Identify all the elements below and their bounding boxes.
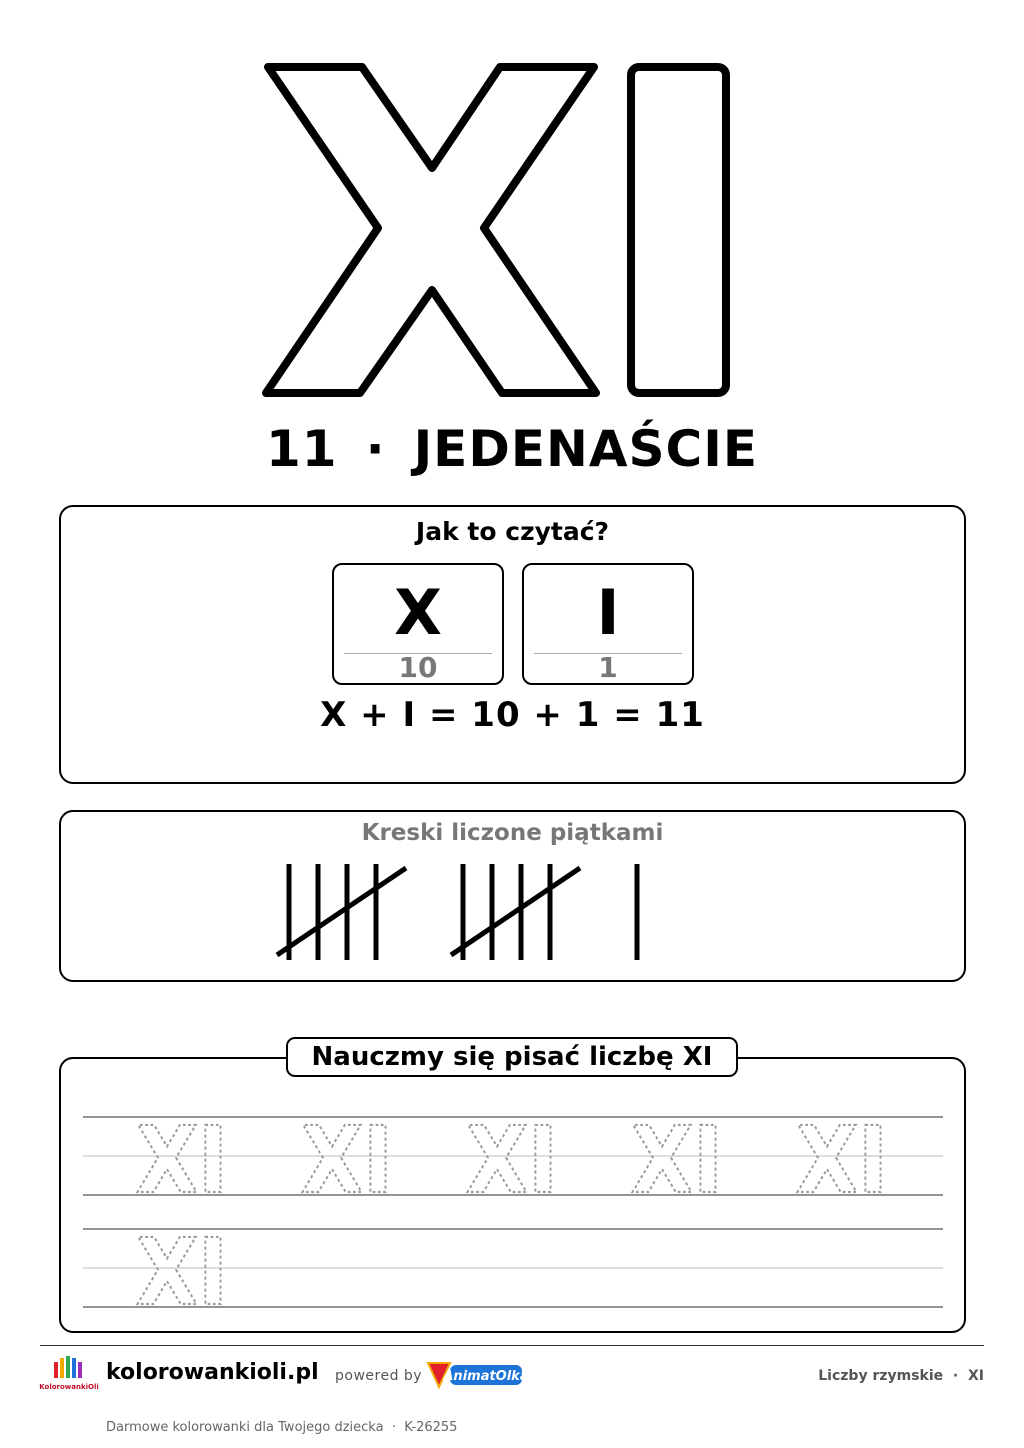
reading-equation: X + I = 10 + 1 = 11	[320, 695, 705, 735]
powered-by-label: powered by	[335, 1368, 423, 1384]
category-label: Liczby rzymskie	[818, 1368, 944, 1384]
tracing-numeral: XI	[136, 1107, 228, 1214]
tally-cross-stroke	[277, 868, 406, 955]
writing-practice-title: Nauczmy się pisać liczbę XI	[286, 1037, 738, 1077]
number-word: JEDENAŚCIE	[413, 420, 759, 478]
footer-category	[760, 1368, 984, 1384]
number-title	[0, 420, 1024, 478]
tally-marks	[61, 812, 964, 980]
numeral-letter-i	[631, 67, 726, 393]
tagline-separator: ·	[391, 1420, 396, 1435]
card-value: 1	[598, 651, 618, 684]
brand-name: AnimatOlka	[443, 1369, 529, 1384]
symbol-card-x	[332, 563, 504, 685]
writing-practice-panel	[59, 1057, 966, 1333]
card-symbol: I	[596, 576, 620, 649]
number-digits: 11	[265, 420, 338, 478]
crayons-icon	[54, 1356, 82, 1378]
tracing-numeral: XI	[796, 1107, 888, 1214]
kolorowankioli-logo	[39, 1354, 99, 1396]
tracing-numeral: XI	[631, 1107, 723, 1214]
page-code: K-26255	[404, 1420, 458, 1435]
tally-panel	[59, 810, 966, 982]
category-separator: ·	[952, 1368, 959, 1384]
how-to-read-panel	[59, 505, 966, 784]
logo-text: KolorowankiOli	[39, 1383, 99, 1391]
tally-group-of-five	[277, 864, 406, 960]
tracing-numeral: XI	[301, 1107, 393, 1214]
symbol-card-i	[522, 563, 694, 685]
big-roman-numeral	[0, 0, 1024, 420]
card-value: 10	[398, 651, 438, 684]
animatolka-logo[interactable]	[424, 1359, 529, 1391]
site-name[interactable]: kolorowankioli.pl	[106, 1360, 319, 1385]
numeral-letter-x	[266, 67, 596, 393]
footer-tagline	[106, 1420, 457, 1435]
tally-cross-stroke	[451, 868, 580, 955]
card-symbol: X	[394, 576, 442, 649]
tally-heading: Kreski liczone piątkami	[361, 820, 664, 846]
tracing-area	[61, 1059, 964, 1331]
category-numeral: XI	[967, 1368, 984, 1384]
tracing-numeral: XI	[136, 1219, 228, 1326]
how-to-read-heading: Jak to czytać?	[415, 517, 610, 546]
footer-divider	[40, 1345, 984, 1346]
writing-row	[83, 1219, 943, 1326]
tagline-text: Darmowe kolorowanki dla Twojego dziecka	[106, 1420, 384, 1435]
writing-row	[83, 1107, 943, 1214]
tracing-numeral: XI	[466, 1107, 558, 1214]
tally-group-of-five	[451, 864, 580, 960]
title-separator: ·	[365, 420, 386, 478]
